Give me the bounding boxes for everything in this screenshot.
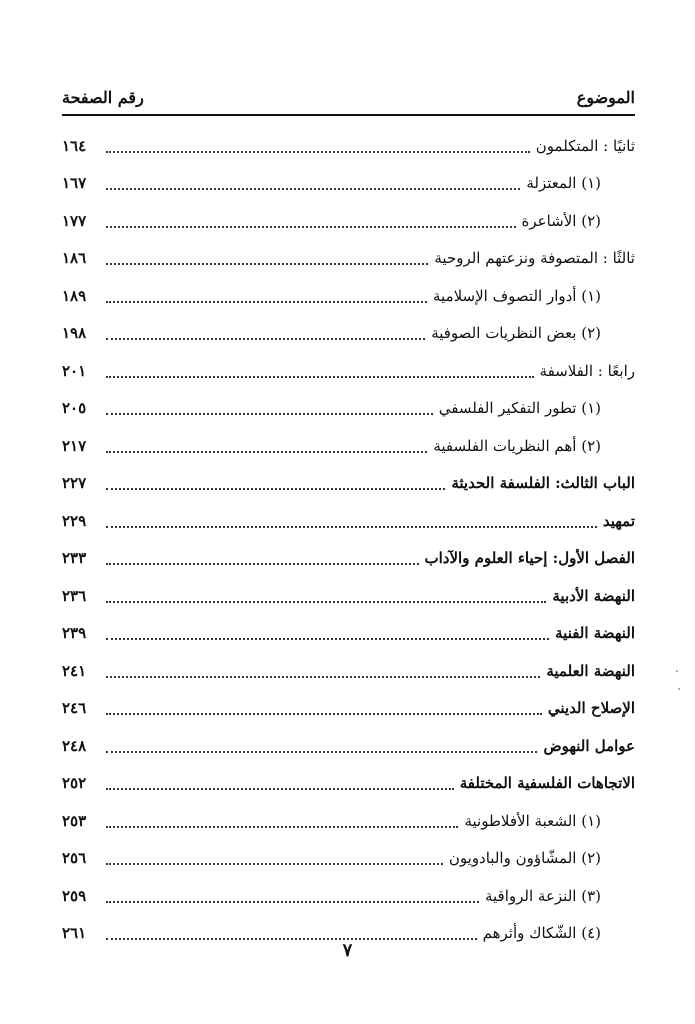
toc-entry-page: ٢٣٩ (62, 624, 87, 643)
toc-entry-title: الباب الثالث: الفلسفة الحديثة (451, 474, 635, 493)
table-of-contents (62, 127, 635, 952)
scan-speck (678, 688, 680, 690)
toc-leader-dots (106, 451, 427, 453)
toc-entry (62, 577, 635, 615)
toc-entry-page: ٢٣٣ (62, 549, 87, 568)
topic-column-label: الموضوع (576, 88, 635, 107)
toc-leader-dots (106, 226, 516, 228)
toc-entry-title: (٢) المشّاؤون والبادويون (448, 849, 601, 868)
toc-entry (62, 540, 635, 578)
toc-entry-page: ٢١٧ (62, 436, 87, 455)
toc-entry-title: تمهيد (602, 511, 635, 530)
toc-entry-title: (١) المعتزلة (526, 174, 601, 193)
toc-leader-dots (106, 713, 542, 715)
toc-leader-dots (106, 526, 597, 528)
toc-entry (62, 690, 635, 728)
toc-entry-title: (٢) الأشاعرة (521, 211, 601, 230)
toc-entry (62, 352, 635, 390)
toc-leader-dots (106, 263, 428, 265)
toc-leader-dots (106, 676, 540, 678)
toc-entry-title: الاتجاهات الفلسفية المختلفة (459, 774, 635, 793)
toc-entry (62, 877, 635, 915)
toc-entry-page: ٢٦١ (62, 924, 87, 943)
toc-leader-dots (106, 413, 433, 415)
toc-entry-page: ٢٥٦ (62, 849, 87, 868)
toc-entry (62, 427, 635, 465)
toc-entry (62, 727, 635, 765)
toc-entry (62, 390, 635, 428)
toc-leader-dots (106, 301, 427, 303)
toc-entry-title: ثالثًا : المتصوفة ونزعتهم الروحية (434, 249, 635, 268)
toc-entry (62, 277, 635, 315)
toc-entry (62, 652, 635, 690)
toc-entry-page: ٢٥٣ (62, 811, 87, 830)
toc-entry (62, 802, 635, 840)
toc-entry (62, 765, 635, 803)
toc-entry-page: ٢٠٥ (62, 399, 87, 418)
toc-entry-title: (٣) النزعة الرواقية (484, 886, 601, 905)
toc-entry (62, 202, 635, 240)
toc-leader-dots (106, 376, 534, 378)
header-rule (62, 114, 635, 116)
toc-entry-page: ١٨٦ (62, 249, 87, 268)
toc-entry-title: (١) أدوار التصوف الإسلامية (433, 286, 601, 305)
page-number: ٧ (342, 940, 353, 961)
toc-entry-page: ١٦٤ (62, 136, 87, 155)
toc-entry-page: ٢٢٩ (62, 511, 87, 530)
toc-entry (62, 240, 635, 278)
toc-entry-page: ٢٤٦ (62, 699, 87, 718)
toc-entry-page: ١٩٨ (62, 324, 87, 343)
toc-entry-page: ٢٤٨ (62, 736, 87, 755)
toc-leader-dots (106, 151, 530, 153)
toc-leader-dots (106, 788, 454, 790)
page-column-label: رقم الصفحة (62, 88, 144, 107)
toc-entry-title: الإصلاح الديني (547, 699, 635, 718)
toc-entry (62, 315, 635, 353)
toc-leader-dots (106, 601, 546, 603)
toc-entry (62, 127, 635, 165)
toc-leader-dots (106, 826, 458, 828)
toc-entry-page: ٢٤١ (62, 661, 87, 680)
toc-leader-dots (106, 638, 549, 640)
toc-entry-page: ١٨٩ (62, 286, 87, 305)
toc-entry-title: رابعًا : الفلاسفة (539, 361, 635, 380)
toc-entry-title: النهضة العلمية (546, 661, 635, 680)
toc-entry-page: ٢٥٩ (62, 886, 87, 905)
toc-entry-title: (٢) أهم النظريات الفلسفية (433, 436, 601, 455)
toc-entry-title: (١) الشعبة الأفلاطونية (464, 811, 601, 830)
toc-entry-title: الفصل الأول: إحياء العلوم والآداب (424, 549, 635, 568)
toc-entry (62, 165, 635, 203)
toc-entry-page: ٢٢٧ (62, 474, 87, 493)
toc-leader-dots (106, 751, 537, 753)
toc-leader-dots (106, 488, 445, 490)
toc-entry-page: ١٧٧ (62, 211, 87, 230)
toc-entry-title: (١) تطور التفكير الفلسفي (438, 399, 601, 418)
scan-speck (676, 670, 678, 672)
toc-entry-title: ثانيًا : المتكلمون (535, 136, 635, 155)
toc-entry-page: ٢٣٦ (62, 586, 87, 605)
toc-entry (62, 465, 635, 503)
toc-leader-dots (106, 863, 443, 865)
toc-entry-page: ٢٠١ (62, 361, 87, 380)
toc-entry-page: ١٦٧ (62, 174, 87, 193)
toc-entry (62, 615, 635, 653)
toc-entry-title: النهضة الفنية (555, 624, 635, 643)
toc-entry-title: عوامل النهوض (543, 736, 635, 755)
toc-leader-dots (106, 338, 425, 340)
toc-entry-title: النهضة الأدبية (552, 586, 635, 605)
toc-entry (62, 502, 635, 540)
toc-leader-dots (106, 563, 419, 565)
toc-entry-title: (٢) بعض النظريات الصوفية (431, 324, 601, 343)
toc-entry-page: ٢٥٢ (62, 774, 87, 793)
toc-header (62, 88, 635, 114)
toc-entry (62, 840, 635, 878)
toc-leader-dots (106, 188, 520, 190)
toc-entry-title: (٤) الشّكاك وأثرهم (482, 924, 601, 943)
toc-leader-dots (106, 901, 479, 903)
